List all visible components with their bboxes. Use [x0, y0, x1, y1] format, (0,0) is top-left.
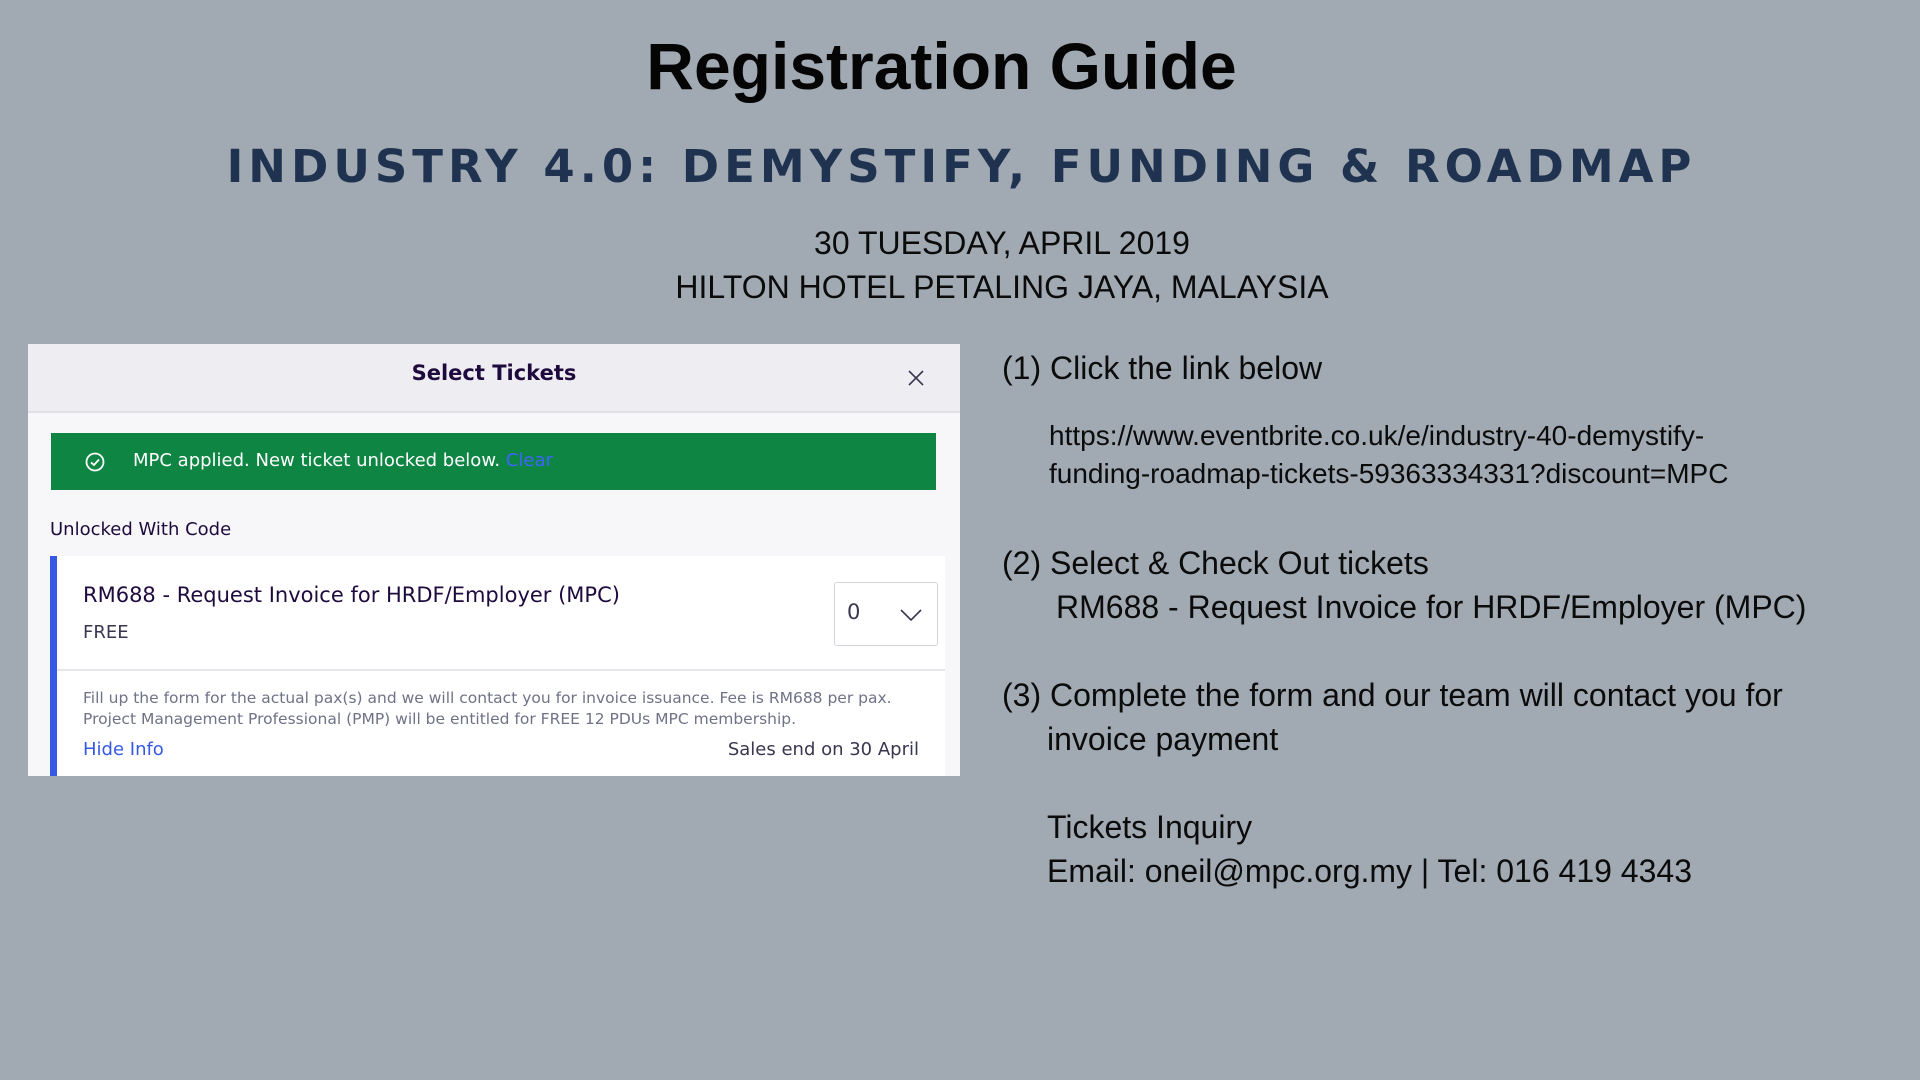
quantity-value: 0	[847, 600, 861, 624]
close-icon[interactable]	[905, 367, 927, 389]
link-line-1: https://www.eventbrite.co.uk/e/industry-40-demystify-	[1049, 420, 1705, 451]
link-line-2: funding-roadmap-tickets-59363334331?discount=MPC	[1049, 458, 1729, 489]
quantity-select[interactable]	[834, 582, 938, 646]
registration-link[interactable]	[1049, 417, 1728, 493]
step-3-continued: invoice payment	[1047, 721, 1279, 757]
section-label: Unlocked With Code	[50, 519, 232, 540]
event-date: 30 TUESDAY, APRIL 2019	[814, 225, 1190, 261]
event-name: INDUSTRY 4.0: DEMYSTIFY, FUNDING & ROADMAP	[226, 140, 1697, 193]
step-3: (3) Complete the form and our team will contact you for	[1002, 677, 1783, 713]
inquiry-title: Tickets Inquiry	[1047, 809, 1253, 845]
banner-message: MPC applied. New ticket unlocked below.	[133, 450, 501, 471]
divider	[57, 669, 945, 671]
promo-applied-banner	[51, 433, 936, 490]
step-2-detail: RM688 - Request Invoice for HRDF/Employer (MPC)	[1056, 589, 1807, 625]
hide-info-link[interactable]: Hide Info	[83, 739, 164, 760]
ticket-description: Fill up the form for the actual pax(s) and we will contact you for invoice issuance. Fee is RM688 per pax. Project Management Professional (PMP) will be entitled for FREE 12 PDUs MPC membership.	[83, 689, 892, 728]
step-2: (2) Select & Check Out tickets	[1002, 545, 1429, 581]
banner-text	[133, 450, 553, 471]
ticket-name: RM688 - Request Invoice for HRDF/Employer (MPC)	[83, 583, 620, 607]
ticket-price: FREE	[83, 622, 129, 643]
step-1: (1) Click the link below	[1002, 350, 1323, 386]
chevron-down-icon	[899, 607, 923, 623]
dialog-header	[28, 344, 960, 413]
inquiry-contact: Email: oneil@mpc.org.my | Tel: 016 419 4343	[1047, 853, 1692, 889]
event-venue: HILTON HOTEL PETALING JAYA, MALAYSIA	[675, 269, 1329, 305]
clear-link[interactable]: Clear	[505, 450, 553, 471]
sales-end-text: Sales end on 30 April	[727, 739, 919, 760]
ticket-card	[50, 556, 945, 776]
page-title: Registration Guide	[646, 29, 1237, 103]
dialog-title: Select Tickets	[411, 361, 577, 385]
check-circle-icon	[84, 451, 106, 473]
select-tickets-dialog	[28, 344, 960, 776]
